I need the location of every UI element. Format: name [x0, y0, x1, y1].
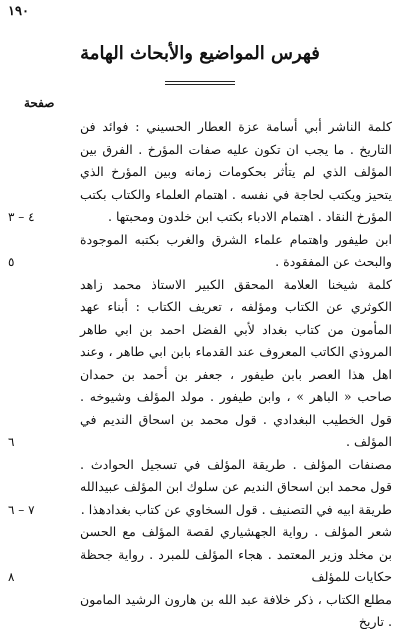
index-entry	[0, 454, 400, 522]
entry-text: مطلع الكتاب ، ذكر خلافة عبد الله بن هارون الرشيد المامون . تاريخ	[80, 591, 392, 629]
title-rule-upper	[165, 81, 235, 82]
entry-page-range: ٦	[8, 435, 15, 449]
entry-page-range: ٨	[8, 570, 15, 584]
index-entry	[0, 274, 400, 454]
index-entry	[0, 521, 400, 589]
entry-page-range: ٧ – ٦	[8, 502, 35, 517]
entry-page-range: ٤ – ٣	[8, 210, 35, 224]
entry-page-range: ٥	[8, 255, 15, 269]
entry-text: ابن طيفور واهتمام علماء الشرق والغرب بكتبه الموجودة والبحث عن المفقودة .	[80, 231, 392, 269]
page-column-header: صفحة	[24, 96, 55, 110]
index-entry	[0, 229, 400, 274]
index-entry	[0, 589, 400, 634]
page-number: ١٩٠	[8, 4, 29, 19]
entry-text: شعر المؤلف . رواية الجهشياري لقصة المؤلف مع الحسن بن مخلد وزير المعتمد . هجاء المؤلف للمبرد . رواية جحظة حكايات للمؤلف	[80, 524, 392, 584]
page-title: فهرس المواضيع والأبحاث الهامة	[80, 43, 320, 64]
title-rule-lower	[165, 84, 235, 85]
index-entry	[0, 116, 400, 229]
index-entries	[0, 116, 400, 634]
entry-text: مصنفات المؤلف . طريقة المؤلف في تسجيل الحوادث . قول محمد ابن اسحاق النديم عن سلوك ابن المؤلف عبيدالله طريقة ابيه في التصنيف . قول السخاوي عن كتاب بغدادهذا .	[80, 456, 392, 517]
entry-text: كلمة شيخنا العلامة المحقق الكبير الاستاذ محمد زاهد الكوثري عن الكتاب ومؤلفه ، تعريف الكتاب : أبناء عهد المأمون من كتاب بغداد لأبي الفضل احمد بن ابي طاهر المروذي الكاتب المعروف عند القدماء بابن ابي طاهر ، وعند اهل هذا العصر بابن طيفور ، جعفر بن أحمد بن حمدان صاحب « الباهر » ، وابن طيفور . مولد المؤلف وشيوخه . قول الخطيب البغدادي . قول محمد بن اسحاق النديم في المؤلف .	[80, 276, 392, 449]
entry-text: كلمة الناشر أبي أسامة عزة العطار الحسيني : فوائد فن التاريخ . ما يجب ان تكون عليه صفات المؤرخ . الفرق بين المؤلف الذي لم يتأثر بحكومات زمانه وبين المؤرخ الذي يتحيز ويكتب لحاجة في نفسه . اهتمام العلماء والكتاب بكتب المؤرخ النقاد . اهتمام الادباء بكتب ابن خلدون ومحبتها .	[80, 119, 392, 224]
